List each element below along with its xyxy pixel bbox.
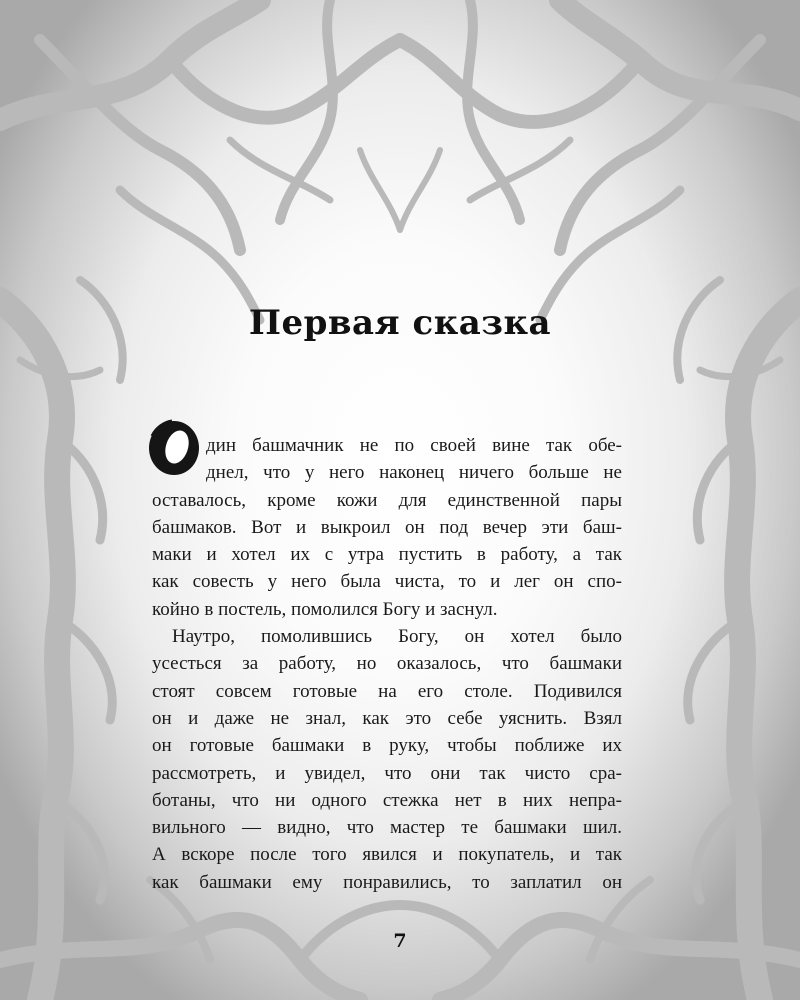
story-text bbox=[152, 432, 622, 896]
text-line: днел, что у него наконец ничего больше не bbox=[206, 462, 622, 484]
text-line: стоят совсем готовые на его столе. Подивился bbox=[152, 680, 622, 702]
text-line: как башмаки ему понравились, то заплатил он bbox=[152, 871, 622, 893]
page-number: 7 bbox=[393, 930, 407, 952]
text-line: как совесть у него была чиста, то и лег он спо- bbox=[152, 571, 622, 593]
text-line: он и даже не знал, как это себе уяснить. Взял bbox=[152, 707, 622, 729]
text-line: А вскоре после того явился и покупатель, и так bbox=[152, 844, 622, 866]
text-line: Наутро, помолившись Богу, он хотел было bbox=[172, 626, 622, 648]
text-line: оставалось, кроме кожи для единственной пары bbox=[152, 489, 622, 511]
story-title: Первая сказка bbox=[248, 303, 552, 343]
text-line: вильного — видно, что мастер те башмаки шил. bbox=[152, 817, 622, 839]
text-line: маки и хотел их с утра пустить в работу, а так bbox=[152, 544, 622, 566]
text-line: башмаков. Вот и выкроил он под вечер эти баш- bbox=[152, 516, 622, 538]
text-line: он готовые башмаки в руку, чтобы поближе их bbox=[152, 735, 622, 757]
text-line: дин башмачник не по своей вине так обе- bbox=[206, 435, 622, 456]
text-line: ботаны, что ни одного стежка нет в них непра- bbox=[152, 789, 622, 811]
text-line: рассмотреть, и увидел, что они так чисто сра- bbox=[152, 762, 622, 784]
text-line: усесться за работу, но оказалось, что башмаки bbox=[152, 653, 622, 675]
drop-cap-text: О bbox=[146, 418, 147, 419]
text-line: койно в постель, помолился Богу и заснул. bbox=[152, 598, 498, 620]
